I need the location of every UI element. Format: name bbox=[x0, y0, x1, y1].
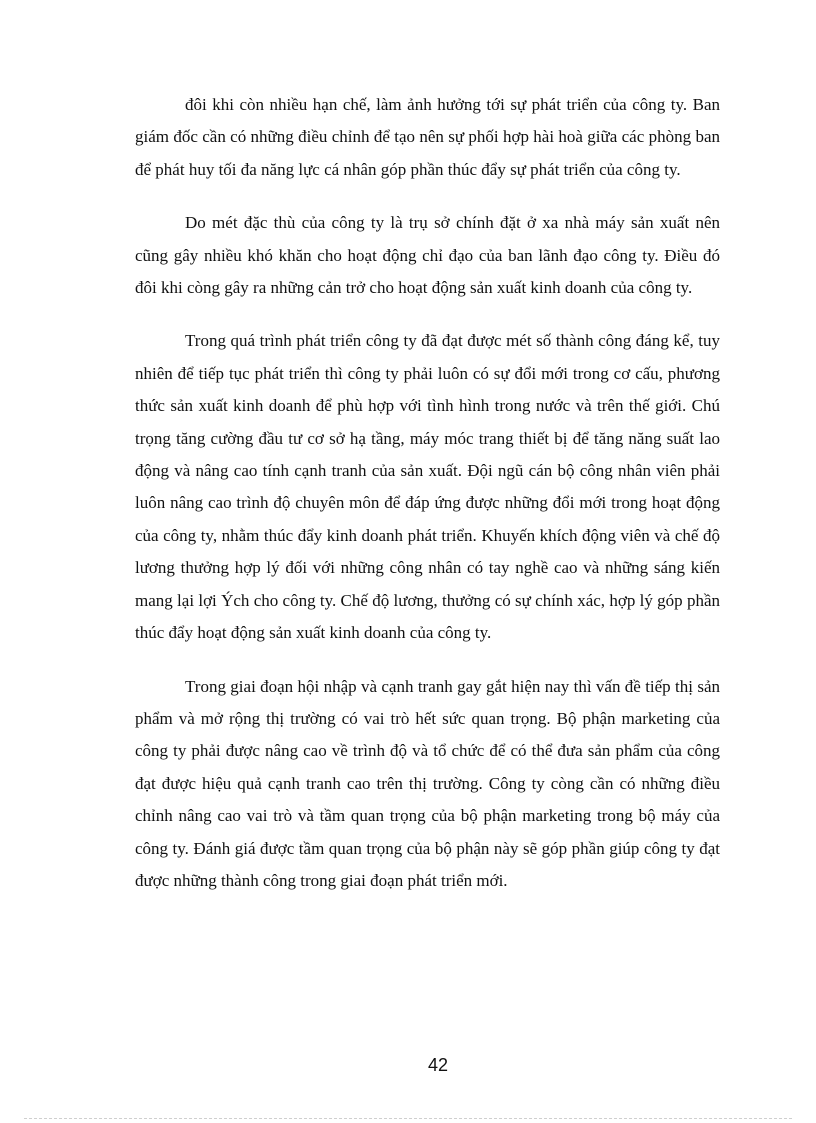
paragraph-3: Trong quá trình phát triển công ty đã đạt được mét số thành công đáng kể, tuy nhiên để tiếp tục phát triển thì công ty phải luôn có sự đổi mới trong cơ cấu, phương thức sản xuất kinh doanh để phù hợp với tình hình trong nước và trên thế giới. Chú trọng tăng cường đầu tư cơ sở hạ tầng, máy móc trang thiết bị để tăng năng suất lao động và nâng cao tính cạnh tranh của sản xuất. Đội ngũ cán bộ công nhân viên phải luôn nâng cao trình độ chuyên môn để đáp ứng được những đổi mới trong hoạt động của công ty, nhằm thúc đẩy kinh doanh phát triển. Khuyến khích động viên và chế độ lương thưởng hợp lý đối với những công nhân có tay nghề cao và những sáng kiến mang lại lợi Ých cho công ty. Chế độ lương, thưởng có sự chính xác, hợp lý góp phần thúc đẩy hoạt động sản xuất kinh doanh của công ty. bbox=[135, 331, 720, 643]
paragraph-1: đôi khi còn nhiều hạn chế, làm ảnh hưởng tới sự phát triển của công ty. Ban giám đốc cần có những điều chỉnh để tạo nên sự phối hợp hài hoà giữa các phòng ban để phát huy tối đa năng lực cá nhân góp phần thúc đẩy sự phát triển của công ty. bbox=[135, 95, 720, 179]
body-text bbox=[135, 89, 720, 918]
paragraph-4: Trong giai đoạn hội nhập và cạnh tranh gay gắt hiện nay thì vấn đề tiếp thị sản phẩm và mở rộng thị trường có vai trò hết sức quan trọng. Bộ phận marketing của công ty phải được nâng cao về trình độ và tổ chức để có thể đưa sản phẩm của công đạt được hiệu quả cạnh tranh cao trên thị trường. Công ty còng cần có những điều chỉnh nâng cao vai trò và tầm quan trọng của bộ phận marketing trong bộ máy của công ty. Đánh giá được tầm quan trọng của bộ phận này sẽ góp phần giúp công ty đạt được những thành công trong giai đoạn phát triển mới. bbox=[135, 676, 720, 890]
paragraph-2: Do mét đặc thù của công ty là trụ sở chính đặt ở xa nhà máy sản xuất nên cũng gây nhiều khó khăn cho hoạt động chỉ đạo của ban lãnh đạo công ty. Điều đó đôi khi còng gây ra những cản trở cho hoạt động sản xuất kinh doanh của công ty. bbox=[135, 213, 720, 298]
page-bottom-rule bbox=[24, 1118, 792, 1119]
page-number: 42 bbox=[427, 1055, 449, 1075]
